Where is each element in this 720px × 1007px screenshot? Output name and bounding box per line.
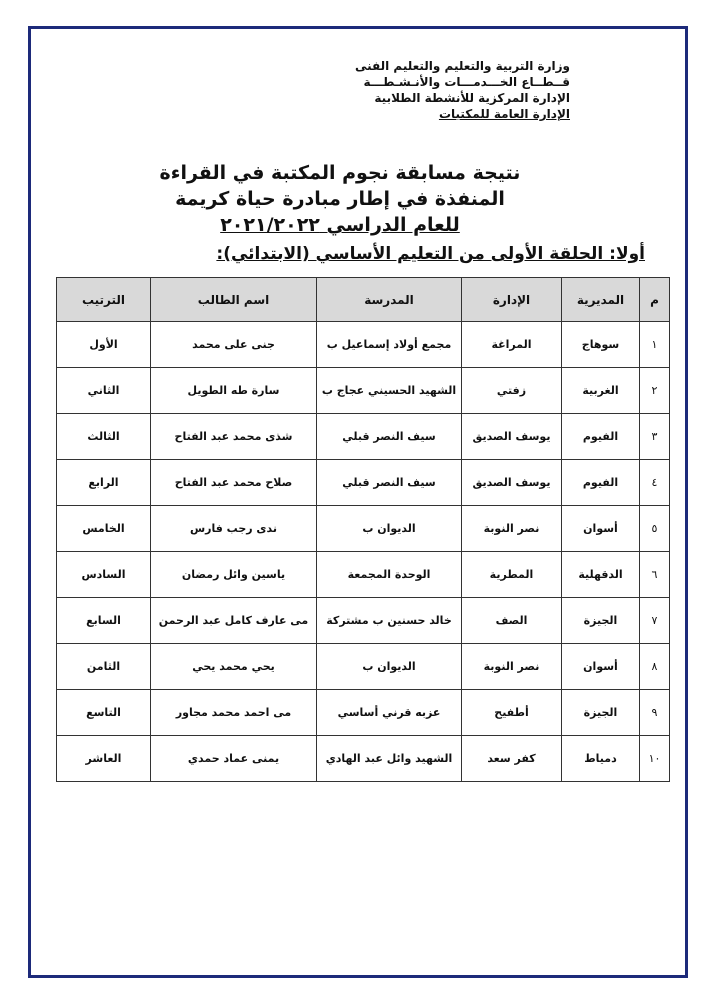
- cell-rank: التاسع: [57, 690, 151, 736]
- cell-school: عزبه قرني أساسي: [317, 690, 462, 736]
- cell-school: الديوان ب: [317, 506, 462, 552]
- cell-rank: الخامس: [57, 506, 151, 552]
- table-row: [57, 506, 670, 552]
- cell-administration: زفتي: [462, 368, 562, 414]
- table-row: [57, 322, 670, 368]
- cell-student-name: شذى محمد عبد الفتاح: [151, 414, 317, 460]
- cell-administration: نصر النوبة: [462, 644, 562, 690]
- col-header-school: المدرسة: [317, 278, 462, 322]
- col-header-directorate: المديرية: [562, 278, 640, 322]
- cell-school: الوحدة المجمعة: [317, 552, 462, 598]
- cell-rank: الأول: [57, 322, 151, 368]
- cell-administration: الصف: [462, 598, 562, 644]
- cell-directorate: الفيوم: [562, 414, 640, 460]
- cell-rank: الثامن: [57, 644, 151, 690]
- cell-school: خالد حسنين ب مشتركة: [317, 598, 462, 644]
- cell-index: ٤: [640, 460, 670, 506]
- cell-index: ١٠: [640, 736, 670, 782]
- header-line-libraries: الإدارة العامة للمكتبات: [438, 107, 570, 121]
- cell-index: ٥: [640, 506, 670, 552]
- cell-school: الشهيد وائل عبد الهادي: [317, 736, 462, 782]
- cell-school: الشهيد الحسيني عجاج ب: [317, 368, 462, 414]
- cell-administration: يوسف الصديق: [462, 460, 562, 506]
- cell-rank: الثالث: [57, 414, 151, 460]
- title-line-3: للعام الدراسي ٢٠٢١/٢٠٢٢: [220, 214, 460, 236]
- table-row: [57, 460, 670, 506]
- cell-rank: السابع: [57, 598, 151, 644]
- table-row: [57, 414, 670, 460]
- cell-student-name: مى احمد محمد مجاور: [151, 690, 317, 736]
- cell-administration: المطرية: [462, 552, 562, 598]
- cell-school: سيف النصر قبلي: [317, 414, 462, 460]
- cell-directorate: الجيزة: [562, 690, 640, 736]
- cell-student-name: مى عارف كامل عبد الرحمن: [151, 598, 317, 644]
- title-line-2: المنفذة في إطار مبادرة حياة كريمة: [175, 188, 505, 210]
- cell-rank: الثاني: [57, 368, 151, 414]
- cell-school: الديوان ب: [317, 644, 462, 690]
- header-line-ministry: وزارة التربية والتعليم والتعليم الفنى: [354, 59, 570, 73]
- cell-rank: الرابع: [57, 460, 151, 506]
- cell-index: ١: [640, 322, 670, 368]
- cell-administration: نصر النوبة: [462, 506, 562, 552]
- cell-index: ٣: [640, 414, 670, 460]
- col-header-index: م: [640, 278, 670, 322]
- cell-administration: يوسف الصديق: [462, 414, 562, 460]
- table-row: [57, 598, 670, 644]
- cell-directorate: الفيوم: [562, 460, 640, 506]
- col-header-rank: الترتيب: [57, 278, 151, 322]
- table-row: [57, 368, 670, 414]
- table-row: [57, 736, 670, 782]
- cell-administration: كفر سعد: [462, 736, 562, 782]
- header-line-central-admin: الإدارة المركزية للأنشطة الطلابية: [374, 91, 570, 105]
- ministry-header: [330, 58, 570, 122]
- title-line-1: نتيجة مسابقة نجوم المكتبة في القراءة: [159, 162, 521, 184]
- cell-student-name: يمنى عماد حمدي: [151, 736, 317, 782]
- cell-student-name: جنى على محمد: [151, 322, 317, 368]
- results-table: [56, 277, 670, 782]
- cell-student-name: ياسين وائل رمضان: [151, 552, 317, 598]
- cell-student-name: ندى رجب فارس: [151, 506, 317, 552]
- table-header-row: [57, 278, 670, 322]
- cell-index: ٨: [640, 644, 670, 690]
- table-row: [57, 690, 670, 736]
- cell-administration: المراغة: [462, 322, 562, 368]
- cell-directorate: أسوان: [562, 644, 640, 690]
- cell-student-name: صلاح محمد عبد الفتاح: [151, 460, 317, 506]
- cell-directorate: أسوان: [562, 506, 640, 552]
- cell-directorate: دمياط: [562, 736, 640, 782]
- cell-directorate: سوهاج: [562, 322, 640, 368]
- header-line-sector: قــطــاع الخـــدمـــات والأنـشـطـــة: [363, 75, 570, 89]
- document-title: [60, 160, 620, 238]
- cell-directorate: الغربية: [562, 368, 640, 414]
- cell-student-name: سارة طه الطويل: [151, 368, 317, 414]
- cell-index: ٦: [640, 552, 670, 598]
- cell-directorate: الدقهلية: [562, 552, 640, 598]
- cell-student-name: يحي محمد يحي: [151, 644, 317, 690]
- cell-school: مجمع أولاد إسماعيل ب: [317, 322, 462, 368]
- cell-index: ٧: [640, 598, 670, 644]
- cell-index: ٢: [640, 368, 670, 414]
- col-header-student-name: اسم الطالب: [151, 278, 317, 322]
- cell-directorate: الجيزة: [562, 598, 640, 644]
- cell-school: سيف النصر قبلي: [317, 460, 462, 506]
- col-header-administration: الإدارة: [462, 278, 562, 322]
- section-heading: أولا: الحلقة الأولى من التعليم الأساسي (الابتدائي):: [216, 244, 645, 264]
- table-row: [57, 552, 670, 598]
- cell-rank: العاشر: [57, 736, 151, 782]
- table-row: [57, 644, 670, 690]
- cell-index: ٩: [640, 690, 670, 736]
- cell-rank: السادس: [57, 552, 151, 598]
- cell-administration: أطفيح: [462, 690, 562, 736]
